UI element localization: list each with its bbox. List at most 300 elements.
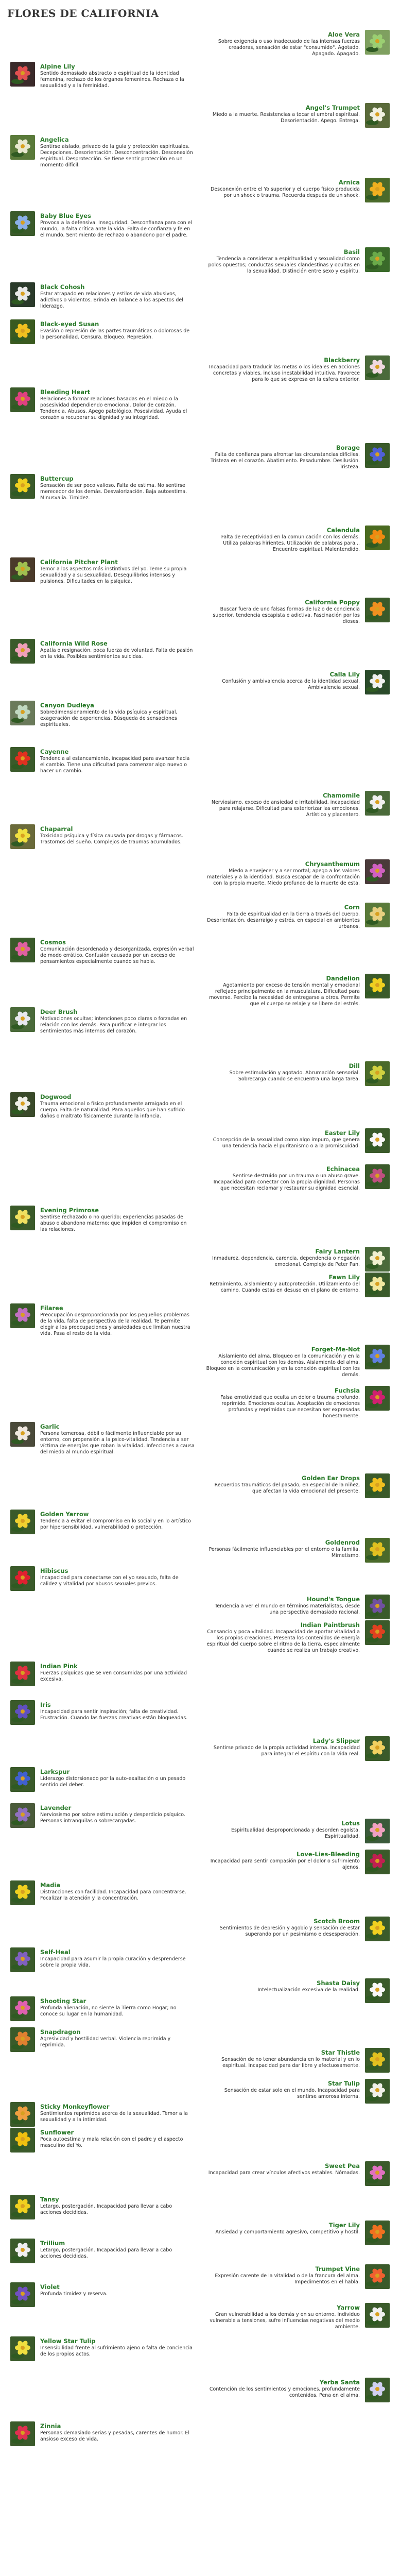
flower-name: Sticky Monkeyflower [40, 2103, 110, 2110]
flower-text [205, 444, 360, 470]
flower-description: Desconexión entre el Yo superior y el cuerpo físico producida por un shock o trauma. Recuerda después de un shock. [210, 187, 360, 198]
flower-text [40, 136, 195, 168]
flower-photo [10, 1700, 35, 1725]
flower-entry [10, 1803, 199, 1834]
flower-name: Lady's Slipper [312, 1737, 360, 1744]
flower-photo [10, 2239, 35, 2263]
flower-name: Forget-Me-Not [311, 1346, 360, 1353]
flower-photo [10, 282, 35, 307]
flower-name: Goldenrod [325, 1539, 360, 1546]
flower-name: Cayenne [40, 748, 69, 755]
flower-entry [201, 1386, 390, 1417]
flower-entry [201, 1345, 390, 1376]
flower-description: Apatía o resignación, poca fuerza de voluntad. Falta de pasión en la vida. Posibles sentimientos suicidas. [40, 648, 193, 659]
flower-text [205, 248, 360, 275]
flower-entry [201, 974, 390, 1005]
flower-text [40, 475, 195, 501]
flower-photo [365, 1164, 390, 1189]
flower-entry [201, 2221, 390, 2251]
flower-description: Ansiedad y comportamiento agresivo, competitivo y hostil. [215, 2229, 360, 2235]
flower-photo [365, 1917, 390, 1941]
flower-entry [10, 2336, 199, 2367]
flower-description: Temor a los aspectos más instintivos del yo. Teme su propia sexualidad y a su sexualidad. Desequilibrios intensos y pulsiones. Dificultades en la psíquica. [40, 566, 187, 584]
flower-name: Chaparral [40, 825, 73, 833]
flower-text [205, 792, 360, 818]
flower-text [40, 2103, 195, 2123]
flower-photo [365, 1061, 390, 1086]
flower-photo [365, 2161, 390, 2186]
flower-name: Filaree [40, 1304, 63, 1312]
flower-entry [10, 211, 199, 242]
flower-name: Sunflower [40, 2129, 74, 2136]
flower-name: California Pitcher Plant [40, 558, 118, 566]
flower-name: Baby Blue Eyes [40, 212, 91, 219]
flower-entry [10, 1700, 199, 1731]
flower-entry [10, 2195, 199, 2226]
flower-text [40, 2196, 195, 2216]
flower-entry [201, 355, 390, 386]
flower-description: Provoca a la defensiva. Inseguridad. Desconfianza para con el mundo, la falta crítica ante la vida. Falta de confianza y fe en el mundo. Sentimiento de rechazo o abandono por el padre. [40, 220, 193, 238]
flower-text [40, 1567, 195, 1587]
flower-photo [365, 1273, 390, 1297]
flower-photo [10, 824, 35, 849]
flower-name: Chamomile [323, 792, 360, 799]
flower-entry [10, 474, 199, 505]
flower-description: Sentido demasiado abstracto o espiritual de la identidad femenina, rechazo de los órganos femeninos. Rechaza o la sexualidad y a la feminidad. [40, 71, 184, 89]
flower-entry [10, 1767, 199, 1798]
flower-description: Sensación de ser poco valioso. Falta de estima. No sentirse merecedor de los demás. Desvalorización. Baja autoestima. Minusvalía. Timidez. [40, 483, 187, 501]
flower-entry [10, 2239, 199, 2269]
flower-entry [201, 178, 390, 209]
flower-photo [365, 2079, 390, 2104]
flower-photo [10, 1092, 35, 1117]
flower-description: Personas demasiado serias y pesadas, carentes de humor. El ansioso exceso de vida. [40, 2430, 190, 2442]
flower-text [205, 2162, 360, 2176]
flower-photo [365, 355, 390, 380]
flower-description: Evasión o represión de las partes traumáticas o dolorosas de la personalidad. Censura. Bloqueo. Represión. [40, 328, 190, 340]
flower-photo [365, 1620, 390, 1645]
flower-entry [201, 1473, 390, 1504]
flower-name: Calla Lily [329, 671, 360, 678]
flower-name: Hound's Tongue [306, 1596, 360, 1603]
flower-text [40, 1804, 195, 1824]
flower-text [40, 1304, 195, 1337]
flower-text [205, 1248, 360, 1268]
flower-name: Zinnia [40, 2422, 61, 2430]
flower-entry [201, 1538, 390, 1569]
flower-entry [10, 938, 199, 969]
flower-name: Buttercup [40, 475, 74, 482]
flower-description: Nerviosismo, exceso de ansiedad e irritabilidad, incapacidad para relajarse. Dificultad para exteriorizar las emociones. Artístico y placentero. [211, 800, 360, 818]
flower-text [40, 1997, 195, 2018]
flower-text [40, 2129, 195, 2149]
flower-text [205, 1274, 360, 1294]
flower-photo [10, 62, 35, 87]
flower-photo [365, 443, 390, 468]
flower-text [40, 1882, 195, 1902]
flower-description: Incapacidad para crear vínculos afectivos estables. Nómadas. [208, 2170, 360, 2176]
flower-text [205, 31, 360, 57]
flower-name: Corn [344, 904, 360, 911]
flower-entry [10, 1007, 199, 1038]
flower-description: Sentirse aislado, privado de la guía y protección espirituales. Decepciones. Desorientación. Desconcentración. Desconexión espiritual. Desprotección. Se tiene sentir protección en un momento difícil. [40, 144, 193, 168]
flower-text [205, 1851, 360, 1871]
flower-photo [365, 791, 390, 816]
flower-entry [201, 2079, 390, 2110]
flower-description: Incapacidad para sentir inspiración; falta de creatividad. Frustración. Cuando las fuerzas creativas están bloqueadas. [40, 1709, 188, 1721]
flower-name: Garlic [40, 1423, 60, 1430]
flower-text [205, 2379, 360, 2399]
flower-entry [201, 1917, 390, 1947]
flower-photo [10, 1510, 35, 1534]
flower-entry [201, 1978, 390, 2009]
flower-photo [10, 2336, 35, 2361]
flower-photo [365, 526, 390, 550]
flower-photo [365, 2303, 390, 2328]
flower-text [40, 640, 195, 660]
flower-entry [201, 1061, 390, 1092]
flower-text [40, 2240, 195, 2260]
flower-name: Madia [40, 1882, 61, 1889]
flower-entry [201, 1620, 390, 1651]
flower-name: Tansy [40, 2196, 59, 2203]
flower-name: Bleeding Heart [40, 388, 91, 396]
flower-entry [10, 62, 199, 93]
flower-photo [365, 859, 390, 884]
flower-name: Dogwood [40, 1093, 72, 1100]
flower-name: Scotch Broom [314, 1918, 360, 1925]
flower-entry [10, 2128, 199, 2159]
flower-text [205, 1737, 360, 1757]
flower-entry [201, 2378, 390, 2409]
flower-name: Indian Paintbrush [300, 1621, 360, 1629]
flower-photo [10, 1767, 35, 1792]
flower-photo [365, 1819, 390, 1843]
flower-entry [201, 526, 390, 556]
flower-description: Intelectualización excesiva de la realidad. [257, 1987, 360, 1993]
flower-description: Comunicación desordenada y desorganizada, expresión verbal de modo errático. Confusión causada por un exceso de pensamientos especialmente cuando se habla. [40, 946, 194, 964]
flower-text [205, 1062, 360, 1082]
flower-description: Tendencia a evitar el compromiso en lo social y en lo artístico por hipersensibilidad, vulnerabilidad o protección. [40, 1518, 191, 1530]
flower-text [205, 1165, 360, 1192]
flower-name: Borage [336, 444, 360, 451]
flower-description: Letargo, postergación. Incapacidad para llevar a cabo acciones decididas. [40, 2247, 172, 2259]
flower-entry [201, 670, 390, 701]
flower-photo [10, 2282, 35, 2307]
flower-photo [10, 2128, 35, 2153]
flower-photo [365, 974, 390, 998]
flower-entry [10, 319, 199, 350]
flower-photo [10, 1206, 35, 1230]
flower-photo [10, 2421, 35, 2446]
flower-text [205, 2222, 360, 2235]
flower-entry [10, 1996, 199, 2027]
flower-text [40, 1423, 195, 1455]
flower-photo [10, 1947, 35, 1972]
flower-text [40, 748, 195, 774]
flower-text [205, 1387, 360, 1419]
flower-name: Basil [343, 248, 360, 256]
flower-photo [10, 701, 35, 725]
flower-name: Dandelion [326, 975, 360, 982]
flower-entry [201, 598, 390, 629]
flower-text [40, 388, 195, 421]
flower-text [40, 1948, 195, 1969]
flower-entry [10, 1303, 199, 1334]
flower-photo [10, 474, 35, 499]
flower-description: Sentirse privado de la propia actividad interna. Incapacidad para integrar el espíritu con la vida real. [213, 1745, 360, 1757]
flower-photo [365, 178, 390, 202]
flower-description: Sentimientos de depresión y agobio y sensación de estar superando por un pesimismo e desesperación. [219, 1925, 360, 1937]
flower-description: Sobre exigencia o uso inadecuado de las intensas fuerzas creadoras, sensación de estar "consumido". Agotado. Apagado. Apagado. [218, 39, 360, 57]
flower-name: Tiger Lily [328, 2222, 360, 2229]
flower-photo [365, 598, 390, 622]
flower-name: Chrysanthemum [305, 860, 360, 868]
flower-description: Liderazgo distorsionado por la auto-exaltación o un pesado sentido del deber. [40, 1776, 186, 1788]
flower-description: Expresión carente de la vitalidad o de la francura del alma. Impedimentos en el habla. [215, 2273, 360, 2285]
flower-description: Sentimientos reprimidos acerca de la sexualidad. Temor a la sexualidad y a la intimidad. [40, 2111, 188, 2123]
flower-entry [201, 2048, 390, 2079]
flower-text [40, 1093, 195, 1120]
flower-description: Miedo a envejecer y a ser mortal; apego a los valores materiales y a la identidad. Busca escapar de la confrontación con la propia muerte. Miedo profundo de la muerte de esta. [207, 868, 360, 886]
flower-text [205, 2080, 360, 2100]
flower-description: Falsa emotividad que oculta un dolor o trauma profundo, reprimido. Emociones ocultas. Aceptación de emociones profundas y reprimidas que necesitan ser expresadas honestamente. [220, 1395, 360, 1419]
flower-description: Fuerzas psíquicas que se ven consumidas por una actividad excesiva. [40, 1670, 187, 1682]
flower-description: Incapacidad para traducir las metas o los ideales en acciones concretas y viables, incluso inestabilidad intuitiva. Favorece para lo que se expresa en la esfera exterior. [209, 364, 360, 382]
flower-photo [365, 247, 390, 272]
flower-text [40, 2422, 195, 2443]
flower-text [40, 2028, 195, 2048]
flower-photo [10, 938, 35, 962]
flower-description: Tendencia a considerar a espiritualidad y sexualidad como polos opuestos; conductas sexuales clandestinas y ocultas en la sexualidad. Distinción entre sexo y espíritu. [208, 256, 360, 274]
flower-name: Canyon Dudleya [40, 702, 94, 709]
flower-name: Star Tulip [327, 2080, 360, 2087]
flower-text [40, 320, 195, 341]
flower-description: Cansancio y poca vitalidad. Incapacidad de aportar vitalidad a los propios creaciones. Presenta los contenidos de energía espiritual del cuerpo sobre el ritmo de la tierra, especialmente cuando se realiza un trabajo creativo. [206, 1629, 360, 1653]
flower-description: Poca autoestima y mala relación con el padre y el aspecto masculino del Yo. [40, 2137, 183, 2148]
flower-photo [365, 1247, 390, 1272]
flower-entry [201, 30, 390, 61]
flower-name: Aloe Vera [327, 31, 360, 38]
flower-text [40, 2283, 195, 2297]
flower-description: Aislamiento del alma. Bloqueo en la comunicación y en la conexión espiritual con los demás. Aislamiento del alma. Bloqueo en la comunicación y en la conexión espiritual con los demás. [206, 1353, 360, 1378]
flower-description: Espiritualidad desproporcionada y desorden egoísta. Espiritualidad. [231, 1827, 360, 1839]
flower-photo [365, 903, 390, 927]
flower-entry [10, 2282, 199, 2313]
flower-text [40, 1663, 195, 1683]
flower-entry [10, 1947, 199, 1978]
flower-description: Gran vulnerabilidad a los demás y en su entorno. Individuo vulnerable a tensiones, sufre influencias negativas del medio ambiente. [210, 2312, 360, 2330]
flower-name: Shasta Daisy [317, 1979, 360, 1987]
flower-photo [365, 1345, 390, 1369]
flower-name: Trillium [40, 2240, 65, 2247]
flower-photo [365, 30, 390, 55]
flower-description: Insensibilidad frente al sufrimiento ajeno o falta de conciencia de los propios actos. [40, 2345, 193, 2357]
flower-text [40, 212, 195, 239]
flower-photo [365, 1128, 390, 1153]
flower-entry [10, 282, 199, 313]
flower-description: Confusión y ambivalencia acerca de la identidad sexual. Ambivalencia sexual. [222, 679, 360, 690]
flower-description: Incapacidad para conectarse con el yo sexuado, falta de calidez y vitalidad por abusos sexuales previos. [40, 1575, 179, 1587]
flower-description: Incapacidad para sentir compasión por el dolor o sufrimiento ajenos. [210, 1858, 360, 1870]
flower-photo [365, 1736, 390, 1761]
flower-text [205, 975, 360, 1007]
page-title: FLORES DE CALIFORNIA [7, 7, 159, 20]
flower-entry [201, 1128, 390, 1159]
flower-name: Yerba Santa [319, 2379, 360, 2386]
flower-entry [10, 824, 199, 855]
flower-text [205, 357, 360, 383]
flower-description: Agotamiento por exceso de tensión mental y emocional reflejado principalmente en la musculatura. Dificultad para moverse. Percibe la necesidad de entregarse a otros. Permite que el cuerpo se relaje y se libere del estrés. [209, 982, 360, 1007]
flower-name: Easter Lily [324, 1129, 360, 1137]
flower-description: Agresividad y hostilidad verbal. Violencia reprimida y reprimida. [40, 2036, 171, 2048]
flower-photo [10, 387, 35, 412]
flower-entry [10, 387, 199, 418]
flower-entry [201, 1736, 390, 1767]
flower-entry [10, 1422, 199, 1453]
flower-text [205, 1475, 360, 1495]
flower-photo [365, 103, 390, 128]
flower-name: Angelica [40, 136, 69, 143]
flower-photo [10, 1880, 35, 1905]
flower-name: Shooting Star [40, 1997, 86, 2005]
flower-entry [201, 1273, 390, 1303]
flower-text [205, 904, 360, 930]
flower-photo [365, 2264, 390, 2289]
flower-name: Fuchsia [334, 1387, 360, 1394]
flower-text [40, 939, 195, 965]
flower-description: Preocupación desproporcionada por los pequeños problemas de la vida, falta de perspectiva de la realidad. Te permite elegir a los preocupaciones y ansiedades que limitan nuestra vida. Pasa el resto de la vida. [40, 1312, 190, 1336]
flower-entry [10, 1092, 199, 1123]
flower-description: Profunda alienación, no siente la Tierra como Hogar; no conoce su lugar en la humanidad. [40, 2005, 177, 2017]
flower-photo [365, 2221, 390, 2245]
flower-text [40, 1701, 195, 1721]
flower-text [205, 179, 360, 199]
flower-description: Nerviosismo por sobre estimulación y desperdicio psíquico. Personas intranquilas o sobrecargadas. [40, 1812, 185, 1824]
flower-text [205, 1621, 360, 1654]
flower-description: Sentirse rechazado o no querido; experiencias pasadas de abuso o abandono materno; que impiden el compromiso en las relaciones. [40, 1214, 187, 1232]
flower-photo [10, 1007, 35, 1032]
flower-name: Calendula [326, 527, 360, 534]
flower-entry [10, 1566, 199, 1597]
flower-entry [201, 903, 390, 934]
flower-description: Estar atrapado en relaciones y estilos de vida abusivos, adictivos o violentos. Brinda en balance a los aspectos del liderazgo. [40, 291, 183, 309]
flower-entry [201, 2264, 390, 2295]
flower-text [40, 1768, 195, 1788]
flower-name: Black-eyed Susan [40, 320, 99, 328]
flower-text [205, 527, 360, 553]
flower-text [205, 599, 360, 625]
flower-photo [365, 2048, 390, 2073]
flower-text [205, 1596, 360, 1616]
flower-name: Golden Yarrow [40, 1511, 89, 1518]
flower-photo [365, 1538, 390, 1563]
flower-name: Yarrow [337, 2304, 360, 2311]
flower-description: Relaciones a formar relaciones basadas en el miedo o la posesividad dependiendo emocional. Dolor de corazón. Tendencia. Abusos. Apego patológico. Posesividad. Ayuda el corazón a recuperar su dignidad y su integridad. [40, 396, 187, 420]
flower-description: Incapacidad para asumir la propia curación y desprenderse sobre la propia vida. [40, 1956, 186, 1968]
flower-name: Trumpet Vine [315, 2265, 360, 2273]
flower-text [205, 1129, 360, 1149]
flower-photo [365, 1978, 390, 2003]
flower-entry [201, 103, 390, 134]
flower-text [205, 1918, 360, 1938]
flower-text [40, 1207, 195, 1233]
flower-name: Hibiscus [40, 1567, 68, 1574]
flower-description: Tendencia a ver el mundo en términos materialistas, desde una perspectiva demasiado racional. [215, 1603, 360, 1615]
flower-description: Distracciones con facilidad. Incapacidad para concentrarse. Focalizar la atención y la concentración. [40, 1889, 186, 1901]
flower-name: Arnica [338, 179, 360, 186]
flower-photo [365, 1850, 390, 1874]
flower-name: Sweet Pea [325, 2162, 360, 2170]
flower-description: Profunda timidez y reserva. [40, 2291, 108, 2297]
flower-name: Lotus [341, 1820, 360, 1827]
flower-description: Tendencia al estancamiento, incapacidad para avanzar hacia el cambio. Tiene una dificultad para comenzar algo nuevo o hacer un cambio. [40, 756, 190, 774]
flower-text [40, 2337, 195, 2358]
flower-description: Motivaciones ocultas; intenciones poco claras o forzadas en relación con los demás. Para purificar e integrar los sentimientos más internos del corazón. [40, 1016, 187, 1034]
flower-text [205, 104, 360, 124]
flower-name: Larkspur [40, 1768, 70, 1775]
flower-name: Cosmos [40, 939, 66, 946]
flower-name: Evening Primrose [40, 1207, 99, 1214]
flower-name: Lavender [40, 1804, 72, 1811]
flower-name: Angel's Trumpet [305, 104, 360, 111]
flower-name: Black Cohosh [40, 283, 85, 291]
flower-description: Personas fácilmente influenciables por el entorno o la familia. Mimetismo. [208, 1547, 360, 1558]
flower-description: Trauma emocional o físico profundamente arraigado en el cuerpo. Falta de naturalidad. Para aquellos que han sufrido daños o maltrato físicamente durante la infancia. [40, 1101, 185, 1119]
flower-text [40, 283, 195, 310]
flower-photo [10, 319, 35, 344]
flower-entry [10, 701, 199, 732]
flower-entry [10, 639, 199, 670]
flower-name: Golden Ear Drops [302, 1475, 360, 1482]
flower-name: California Wild Rose [40, 640, 108, 647]
flower-entry [201, 1164, 390, 1195]
flower-photo [10, 1566, 35, 1591]
flower-name: Indian Pink [40, 1663, 78, 1670]
flower-photo [365, 1386, 390, 1411]
flower-text [205, 1979, 360, 1993]
flower-description: Falta de receptividad en la comunicación con los demás. Utiliza palabras hirientes. Utilización de palabras para... Encuentro espiritual. Malentendido. [221, 534, 360, 552]
flower-text [205, 1539, 360, 1559]
flower-text [205, 1820, 360, 1840]
flower-photo [10, 1996, 35, 2021]
flower-description: Letargo, postergación. Incapacidad para llevar a cabo acciones decididas. [40, 2204, 172, 2215]
flower-entry [10, 1510, 199, 1540]
flower-description: Sentirse destruido por un trauma o un abuso grave. Incapacidad para conectar con la propia dignidad. Personas que necesitan reclamar y restaurar su dignidad esencial. [213, 1173, 360, 1191]
flower-entry [201, 859, 390, 890]
flower-photo [10, 557, 35, 582]
flower-name: California Poppy [305, 599, 360, 606]
flower-photo [365, 2378, 390, 2402]
flower-photo [10, 2102, 35, 2127]
flower-entry [201, 791, 390, 822]
flower-description: Contención de los sentimientos y emociones, profundamente contenidos. Pena en el alma. [209, 2386, 360, 2398]
flower-entry [10, 2027, 199, 2058]
flower-text [40, 1008, 195, 1035]
flower-entry [10, 1662, 199, 1692]
flower-name: Echinacea [326, 1165, 360, 1173]
flower-name: Deer Brush [40, 1008, 78, 1015]
flower-photo [10, 1662, 35, 1686]
flower-name: Fawn Lily [328, 1274, 360, 1281]
flower-photo [10, 135, 35, 160]
flower-description: Sobredimensionamiento de la vida psíquica y espiritual, exageración de experiencias. Búsqueda de sensaciones espirituales. [40, 709, 178, 727]
flower-text [205, 1346, 360, 1378]
flower-description: Sobre estimulación y agotado. Abrumación sensorial. Sobrecarga cuando se encuentra una larga tarea. [229, 1070, 360, 1082]
flower-name: Snapdragon [40, 2028, 81, 2036]
flower-entry [201, 2161, 390, 2192]
flower-description: Concepción de la sexualidad como algo impuro, que genera una tendencia hacia el puritanismo o a la promiscuidad. [213, 1137, 360, 1149]
